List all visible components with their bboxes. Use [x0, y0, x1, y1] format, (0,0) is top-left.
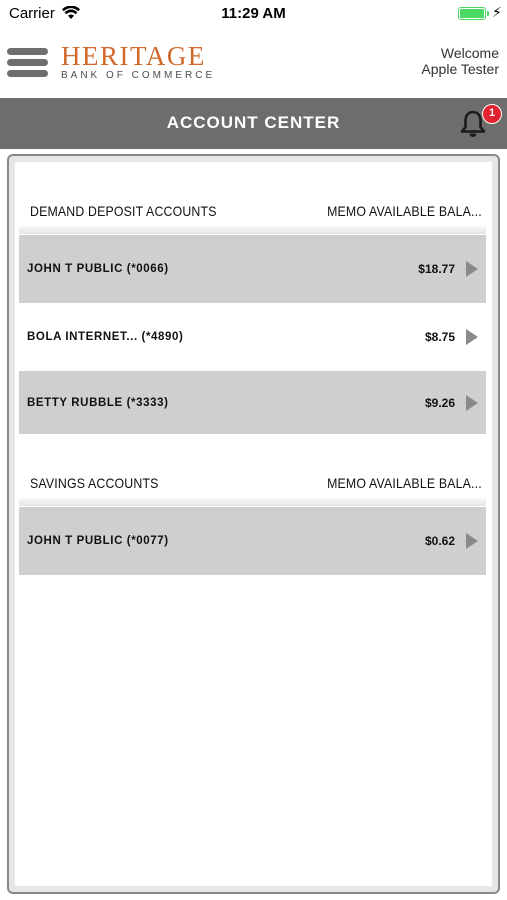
- accounts-list[interactable]: [15, 162, 492, 886]
- section-header-demand-deposit: [15, 192, 488, 230]
- logo-main-text: HERITAGE: [61, 41, 206, 71]
- section-divider: [19, 226, 486, 234]
- account-balance: $0.62: [424, 534, 455, 548]
- battery-cap: [487, 11, 489, 16]
- hamburger-menu-icon[interactable]: [7, 48, 48, 78]
- app-header: [0, 28, 507, 98]
- section-title: DEMAND DEPOSIT ACCOUNTS: [30, 203, 217, 219]
- chevron-right-icon: [466, 261, 478, 277]
- account-balance: $9.26: [424, 395, 455, 410]
- welcome-line: Welcome: [440, 45, 499, 61]
- chevron-right-icon: [466, 329, 478, 345]
- charging-bolt-icon: ⚡︎: [492, 4, 502, 20]
- account-name: BOLA INTERNET... (*4890): [27, 331, 184, 343]
- account-balance: $8.75: [424, 330, 455, 344]
- logo-sub-text: BANK OF COMMERCE: [61, 70, 216, 81]
- section-header-savings: [15, 464, 488, 502]
- column-label: MEMO AVAILABLE BALA...: [327, 203, 482, 219]
- account-row[interactable]: [19, 235, 486, 303]
- carrier-label: Carrier: [9, 5, 55, 22]
- section-divider: [19, 498, 486, 506]
- chevron-right-icon: [466, 395, 478, 411]
- heritage-logo: [61, 43, 231, 82]
- account-row[interactable]: [19, 303, 486, 371]
- account-row[interactable]: [19, 507, 486, 575]
- account-balance: $18.77: [418, 262, 455, 276]
- account-name: JOHN T PUBLIC (*0066): [27, 263, 169, 275]
- user-name: Apple Tester: [421, 61, 499, 77]
- chevron-right-icon: [466, 533, 478, 549]
- column-label: MEMO AVAILABLE BALA...: [327, 475, 482, 491]
- clock: 11:29 AM: [221, 5, 286, 22]
- notification-badge: 1: [482, 104, 502, 124]
- accounts-panel: [7, 154, 500, 894]
- page-title: ACCOUNT CENTER: [166, 113, 341, 132]
- welcome-message: [421, 45, 499, 77]
- status-bar: [0, 0, 507, 28]
- title-bar: [0, 98, 507, 149]
- account-row[interactable]: [19, 371, 486, 434]
- battery-icon: [458, 7, 486, 20]
- account-name: JOHN T PUBLIC (*0077): [27, 535, 169, 547]
- section-title: SAVINGS ACCOUNTS: [30, 475, 159, 491]
- account-name: BETTY RUBBLE (*3333): [27, 396, 169, 409]
